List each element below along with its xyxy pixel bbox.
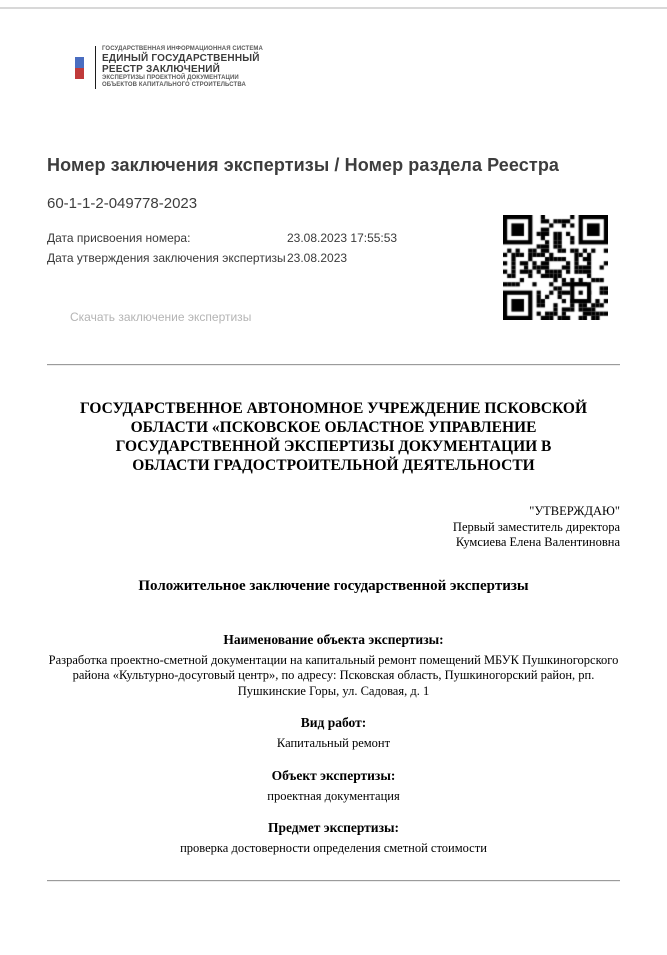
- field-value: 23.08.2023 17:55:53: [287, 231, 398, 245]
- document-body: [47, 399, 620, 882]
- field-row-approval-date: [47, 248, 620, 268]
- section-text-expertise-object: проектная документация: [267, 788, 400, 803]
- section-text-work-type: Капитальный ремонт: [276, 736, 391, 750]
- registry-number: 60-1-1-2-049778-2023: [47, 195, 198, 212]
- approval-name: Кумсиева Елена Валентиновна: [455, 535, 620, 549]
- logo-subtitle-line2: ОБЪЕКТОВ КАПИТАЛЬНОГО СТРОИТЕЛЬСТВА: [102, 82, 246, 88]
- main-content: [47, 0, 620, 882]
- logo-subtitle-line1: ЭКСПЕРТИЗЫ ПРОЕКТНОЙ ДОКУМЕНТАЦИИ: [102, 75, 239, 81]
- field-value: 23.08.2023: [287, 251, 348, 265]
- field-row-number-date: [47, 228, 620, 248]
- approval-position: Первый заместитель директора: [452, 519, 620, 534]
- divider-bottom: [47, 880, 620, 882]
- section-heading-work-type: Вид работ:: [300, 715, 367, 730]
- approval-quote: "УТВЕРЖДАЮ": [529, 504, 620, 518]
- conclusion-title: Положительное заключение государственной экспертизы: [138, 577, 529, 594]
- logo-title-line1: ЕДИНЫЙ ГОСУДАРСТВЕННЫЙ: [102, 53, 260, 64]
- divider-top: [47, 364, 620, 366]
- section-heading-expertise-subject: Предмет экспертизы:: [267, 820, 400, 835]
- organization-name: ГОСУДАРСТВЕННОЕ АВТОНОМНОЕ УЧРЕЖДЕНИЕ ПСКОВСКОЙ ОБЛАСТИ «ПСКОВСКОЕ ОБЛАСТНОЕ УПРАВЛЕНИЕ ГОСУДАРСТВЕННОЙ ЭКСПЕРТИЗЫ ДОКУМЕНТАЦИИ В ОБЛАСТИ ГРАДОСТРОИТЕЛЬНОЙ ДЕЯТЕЛЬНОСТИ: [79, 400, 588, 474]
- field-label: Дата присвоения номера:: [47, 231, 191, 245]
- meta-fields: [47, 228, 620, 268]
- page-title: Номер заключения экспертизы / Номер раздела Реестра: [47, 155, 560, 175]
- section-text-object-name: Разработка проектно-сметной документации на капитальный ремонт помещений МБУК Пушкиногорского района «Культурно-досуговый центр», по адресу: Псковская область, Пушкиногорский район, рп. Пушкинские Горы, ул. Садовая, д. 1: [48, 652, 619, 698]
- section-heading-object-name: Наименование объекта экспертизы:: [223, 631, 444, 647]
- logo-title-line2: РЕЕСТР ЗАКЛЮЧЕНИЙ: [102, 64, 221, 75]
- logo-system-line: ГОСУДАРСТВЕННАЯ ИНФОРМАЦИОННАЯ СИСТЕМА: [102, 46, 263, 52]
- section-heading-expertise-object: Объект экспертизы:: [271, 767, 396, 783]
- section-text-expertise-subject: проверка достоверности определения сметной стоимости: [180, 841, 487, 855]
- approval-block: [47, 504, 620, 551]
- field-label: Дата утверждения заключения экспертизы: [47, 251, 286, 265]
- download-conclusion-link[interactable]: Скачать заключение экспертизы: [70, 310, 252, 324]
